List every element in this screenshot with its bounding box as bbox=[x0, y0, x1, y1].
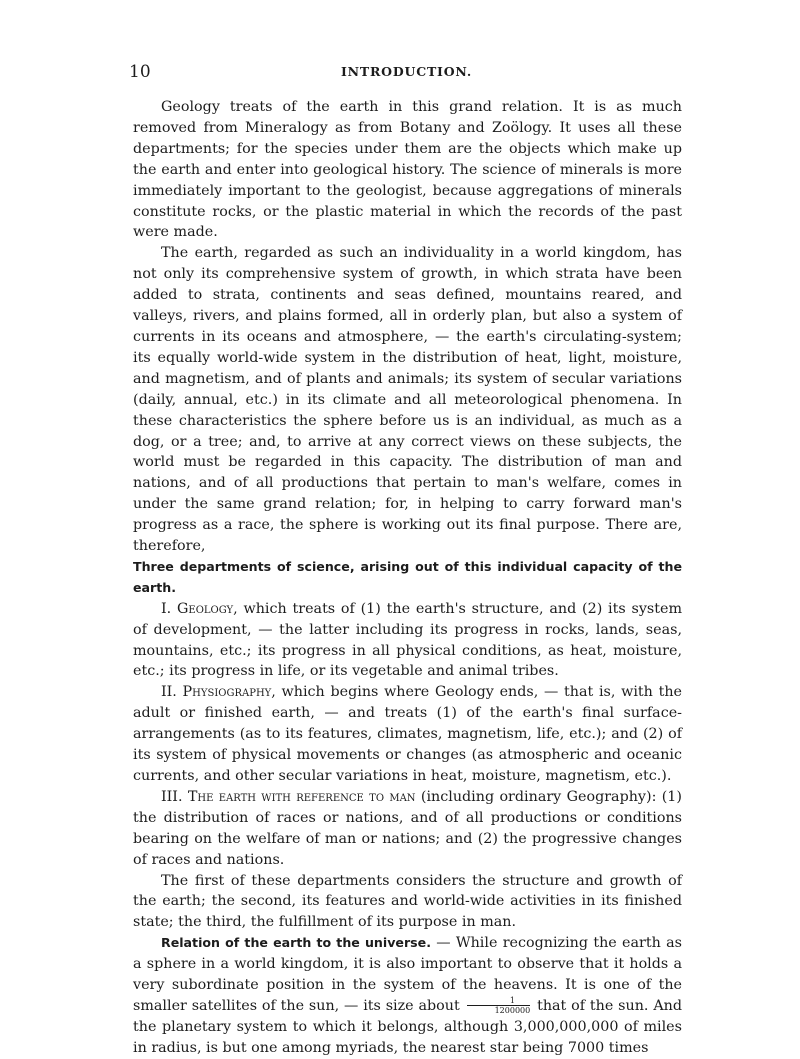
page-body bbox=[133, 97, 682, 1059]
relation-text-b: that of the sun. And the planetary system to which it belongs, although 3,000,000,000 of miles in radius, is but one among myriads, the nearest star being 7000 times bbox=[133, 997, 682, 1056]
fraction-size bbox=[467, 996, 531, 1015]
page-number: 10 bbox=[129, 62, 151, 82]
relation-text-a: — While recognizing the earth as a sphere in a world kingdom, it is also important to observe that it holds a very subordinate position in the system of the heavens. It is one of the smaller satellites of the sun, — its size about bbox=[133, 935, 682, 1014]
item-geology-text: which treats of (1) the earth's structure, and (2) its system of development, — the latter including its progress in rocks, lands, seas, mountains, etc.; its progress in all physical conditions, as heat, moisture, etc.; its progress in life, or its vegetable and animal tribes. bbox=[133, 600, 683, 680]
heading-three-departments-text: Three departments of science, arising out of this individual capacity of the earth. bbox=[133, 558, 682, 595]
paragraph-earth-individuality: The earth, regarded as such an individuality in a world kingdom, has not only its comprehensive system of growth, in which strata have been added to strata, continents and seas defined, mountains reared, and valleys, rivers, and plains formed, all in orderly plan, but also a system of currents in its oceans and atmosphere, — the earth's circulating-system; its equally world-wide system in the distribution of heat, light, moisture, and magnetism, and of plants and animals; its system of secular variations (daily, annual, etc.) in its climate and all meteorological phenomena. In these characteristics the sphere before us is an individual, as much as a dog, or a tree; and, to arrive at any correct views on these subjects, the world must be regarded in this capacity. The distribution of man and nations, and of all productions that pertain to man's welfare, comes in under the same grand relation; for, in helping to carry forward man's progress as a race, the sphere is working out its final purpose. There are, therefore, bbox=[133, 245, 682, 555]
paragraph-geology-relation: Geology treats of the earth in this grand relation. It is as much removed from Mineralogy as from Botany and Zoölogy. It uses all these departments; for the species under them are the objects which make up the earth and enter into geological history. The science of minerals is more immediately important to the geologist, because aggregations of minerals constitute rocks, or the plastic material in which the records of the past were made. bbox=[133, 99, 682, 241]
fraction-numerator: 1 bbox=[509, 996, 515, 1006]
page-header bbox=[129, 62, 684, 84]
running-title: INTRODUCTION. bbox=[341, 64, 472, 79]
item-geology-label: I. Geology, bbox=[161, 600, 238, 617]
item-geology bbox=[133, 599, 682, 683]
paragraph-first-departments: The first of these departments considers the structure and growth of the earth; the second, its features and world-wide activities in its finished state; the third, the fulfillment of its purpose in man. bbox=[133, 872, 682, 931]
item-earth-and-man bbox=[133, 787, 682, 871]
item-earth-and-man-text: (including ordinary Geography): (1) the distribution of races or nations, and of all productions or conditions bearing on the welfare of man or nations; and (2) the progressive changes of races and nations. bbox=[133, 788, 682, 868]
item-physiography-text: which begins where Geology ends, — that is, with the adult or finished earth, — and treats (1) of the earth's final surface-arrangements (as to its features, climates, magnetism, life, etc.); and (2) of its system of physical movements or changes (as atmospheric and oceanic currents, and other secular variations in heat, moisture, magnetism, etc.). bbox=[133, 684, 682, 784]
paragraph-relation-universe bbox=[133, 933, 682, 1058]
item-earth-and-man-label: III. The earth with reference to man bbox=[161, 788, 416, 805]
item-physiography-label: II. Physiography, bbox=[161, 684, 276, 701]
heading-three-departments bbox=[133, 557, 682, 599]
item-physiography bbox=[133, 682, 682, 787]
heading-relation-universe: Relation of the earth to the universe. bbox=[161, 935, 431, 951]
fraction-denominator: 1200000 bbox=[467, 1005, 531, 1015]
